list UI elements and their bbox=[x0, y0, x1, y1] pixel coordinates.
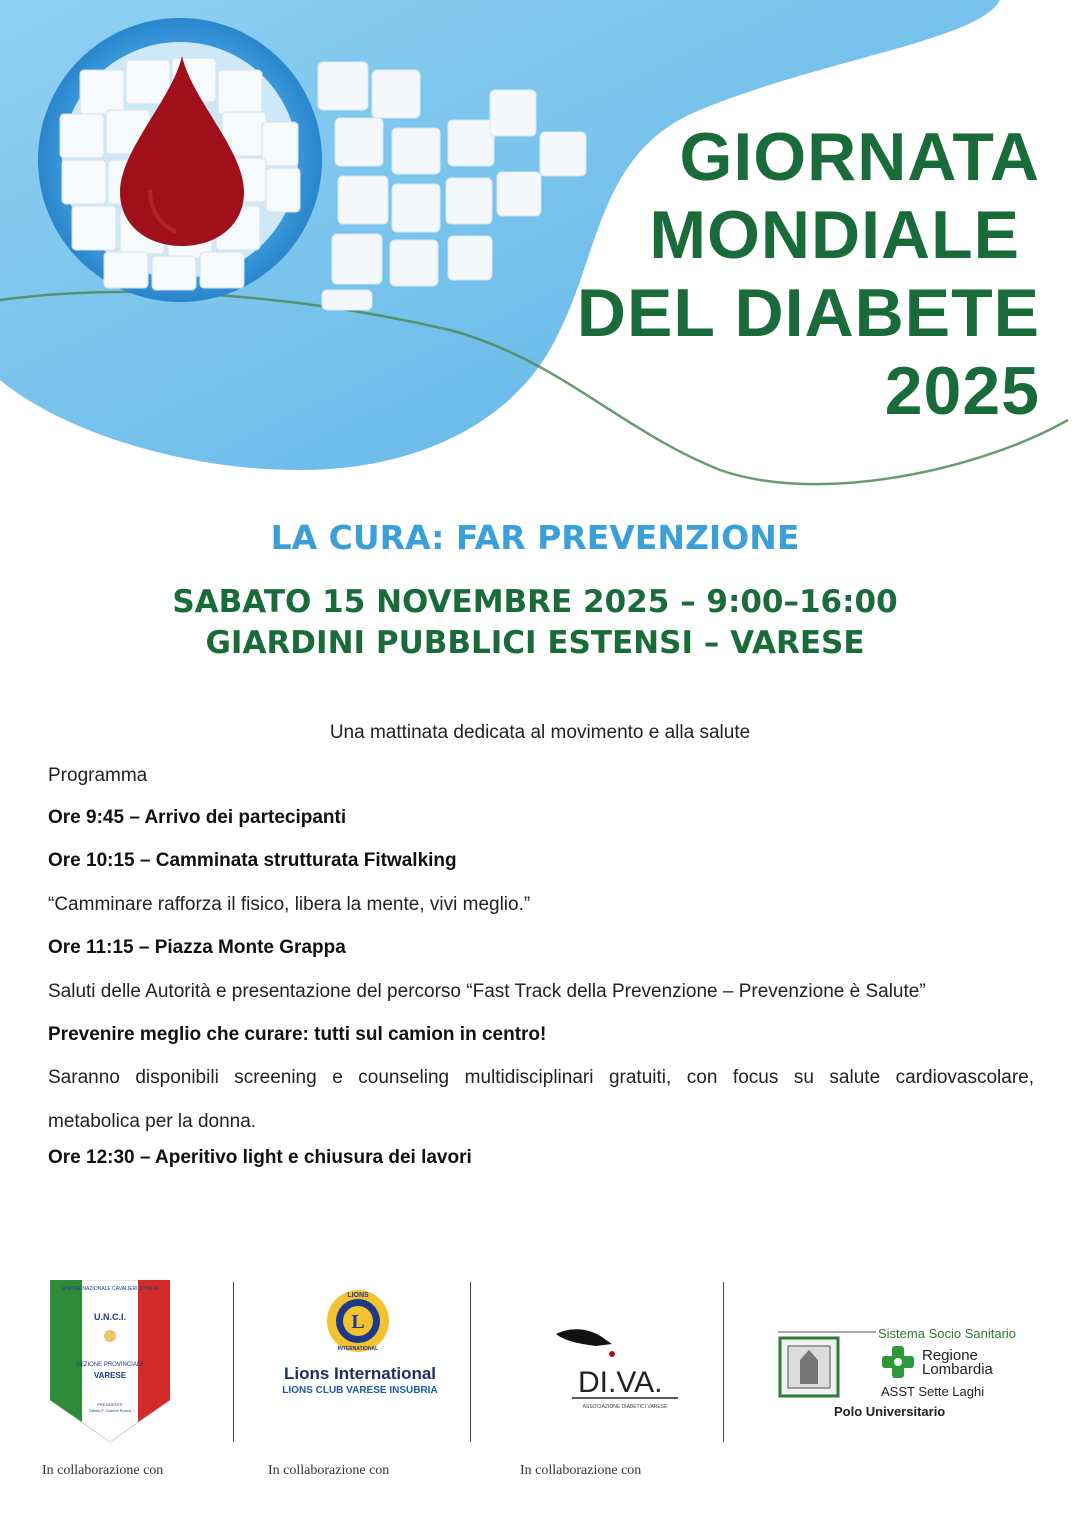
title-line-4: 2025 bbox=[884, 353, 1040, 429]
unci-city: VARESE bbox=[93, 1371, 127, 1380]
unci-logo bbox=[50, 1280, 170, 1442]
collab-label: In collaborazione con bbox=[268, 1463, 390, 1478]
unci-section: SEZIONE PROVINCIALE bbox=[75, 1362, 145, 1368]
diva-name: DI.VA. bbox=[578, 1366, 663, 1399]
intro-text: Una mattinata dedicata al movimento e alla salute bbox=[329, 722, 751, 743]
event-theme: LA CURA: FAR PREVENZIONE bbox=[270, 518, 800, 557]
logo-divider bbox=[723, 1282, 724, 1442]
program-quote: “Camminare rafforza il fisico, libera la mente, vivi meglio.” bbox=[48, 894, 531, 915]
program-item-closing: Ore 12:30 – Aperitivo light e chiusura dei lavori bbox=[48, 1147, 472, 1168]
program-screening-cont: metabolica per la donna. bbox=[48, 1111, 257, 1132]
logo-divider bbox=[233, 1282, 234, 1442]
program-item-piazza: Ore 11:15 – Piazza Monte Grappa bbox=[48, 937, 346, 958]
collab-label: In collaborazione con bbox=[42, 1463, 164, 1478]
program-greetings: Saluti delle Autorità e presentazione del percorso “Fast Track della Prevenzione – Prevenzione è Salute” bbox=[48, 981, 926, 1002]
lions-badge-bottom: INTERNATIONAL bbox=[337, 1346, 379, 1352]
partner-logos bbox=[0, 1278, 1080, 1478]
title-line-1: GIORNATA bbox=[679, 119, 1040, 195]
regione-line-2: Lombardia bbox=[922, 1361, 993, 1378]
main-title bbox=[577, 118, 1040, 430]
lions-club: LIONS CLUB VARESE INSUBRIA bbox=[282, 1385, 438, 1396]
regione-sistema: Sistema Socio Sanitario bbox=[878, 1326, 1017, 1341]
event-location: GIARDINI PUBBLICI ESTENSI – VARESE bbox=[205, 625, 865, 661]
event-date-time: SABATO 15 NOVEMBRE 2025 – 9:00–16:00 bbox=[172, 584, 898, 620]
lions-name: Lions International bbox=[283, 1364, 437, 1383]
program-screening: Saranno disponibili screening e counseling multidisciplinari gratuiti, con focus su salute cardiovascolare, bbox=[48, 1067, 1034, 1088]
collab-label: In collaborazione con bbox=[520, 1463, 642, 1478]
diva-caption: ASSOCIAZIONE DIABETICI VARESE bbox=[582, 1404, 668, 1410]
lions-logo-icon bbox=[325, 1288, 391, 1354]
logo-divider bbox=[470, 1282, 471, 1442]
title-line-2: MONDIALE bbox=[649, 197, 1020, 273]
diva-logo bbox=[552, 1322, 682, 1412]
program-heading: Programma bbox=[48, 765, 148, 786]
program-item-arrival: Ore 9:45 – Arrivo dei partecipanti bbox=[48, 807, 347, 828]
lions-badge-text: LIONS bbox=[347, 1292, 369, 1299]
unci-top-text: UNIONE NAZIONALE CAVALIERI D'ITALIA bbox=[61, 1286, 159, 1292]
title-line-3: DEL DIABETE bbox=[576, 275, 1040, 351]
unci-person: Danilo F. Guerini Rocco bbox=[88, 1408, 132, 1413]
unci-name: U.N.C.I. bbox=[93, 1312, 127, 1322]
regione-polo: Polo Universitario bbox=[834, 1404, 946, 1419]
program-item-prevention: Prevenire meglio che curare: tutti sul camion in centro! bbox=[48, 1024, 547, 1045]
regione-line-1: Regione bbox=[922, 1347, 978, 1364]
unci-role: PRESIDENTE bbox=[97, 1402, 123, 1407]
regione-asst: ASST Sette Laghi bbox=[881, 1384, 985, 1399]
svg-text:L: L bbox=[351, 1311, 365, 1333]
regione-name bbox=[922, 1349, 993, 1377]
program-item-fitwalking: Ore 10:15 – Camminata strutturata Fitwalking bbox=[48, 850, 457, 871]
